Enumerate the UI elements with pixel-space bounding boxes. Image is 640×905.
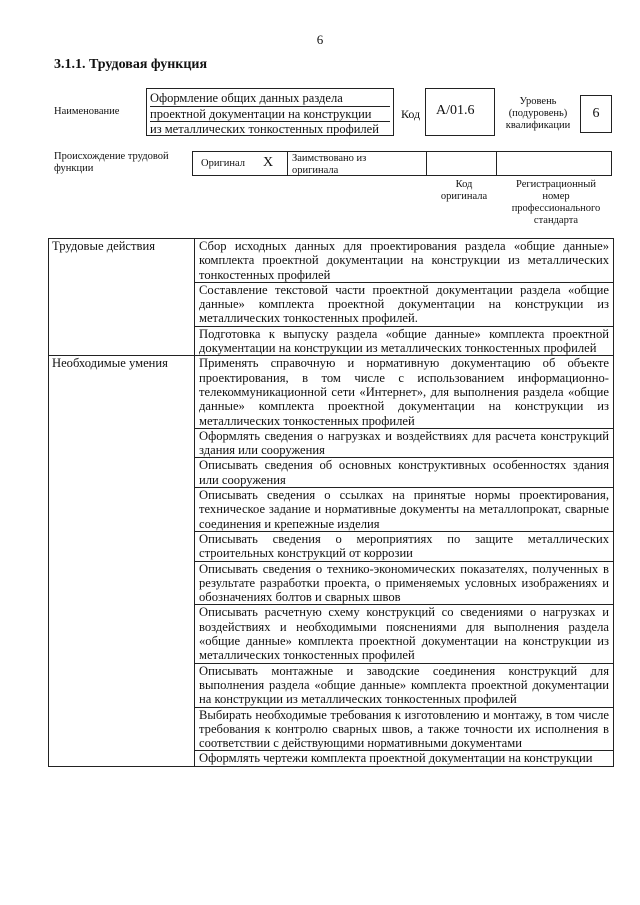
level-label-line: Уровень (519, 96, 557, 107)
section-item: Оформлять чертежи комплекта проектной документации на конструкции (195, 751, 614, 766)
section-item: Описывать расчетную схему конструкций со сведениями о нагрузках и воздействиях и необходимыми пояснениями для выполнения раздела «общие данные» комплекта проектной документации на конструкции из металлических тонкостенных профилей (195, 605, 614, 663)
function-name-line: проектной документации на конструкции (150, 107, 390, 123)
section-item: Описывать монтажные и заводские соединения конструкций для выполнения раздела «общие данные» комплекта проектной документации на конструкции из металлических тонкостенных профилей (195, 663, 614, 707)
section-item: Составление текстовой части проектной документации раздела «общие данные» комплекта проектной документации на конструкции из металлических тонкостенных профилей. (195, 282, 614, 326)
section-item: Выбирать необходимые требования к изготовлению и монтажу, в том числе требования к контролю сварных швов, а также точности их исполнения в соответствии с действующими нормативными документами (195, 707, 614, 751)
reg-caption-line: стандарта (533, 215, 579, 226)
section-item: Подготовка к выпуску раздела «общие данные» комплекта проектной документации на конструкции из металлических тонкостенных профилей (195, 326, 614, 356)
code-caption-line: оригинала (440, 191, 488, 202)
section-item: Оформлять сведения о нагрузках и воздействиях для расчета конструкций здания или сооружения (195, 428, 614, 458)
code-caption-line: Код (455, 179, 473, 190)
original-cell (192, 151, 288, 176)
section-item: Описывать сведения о технико-экономических показателях, полученных в результате разработки проекта, о применяемых условных изображениях и обозначениях болтов и сварных швов (195, 561, 614, 605)
reg-caption-line: номер (542, 191, 570, 202)
section-title: 3.1.1. Трудовая функция (54, 57, 208, 72)
level-label-line: квалификации (505, 120, 571, 131)
section-label: Необходимые умения (49, 356, 195, 766)
level-label-line: (подуровень) (508, 108, 568, 119)
level-value: 6 (580, 95, 612, 133)
level-label (500, 96, 576, 132)
section-label: Трудовые действия (49, 239, 195, 356)
function-name-line: из металлических тонкостенных профилей (150, 122, 379, 136)
reg-caption-line: Регистрационный (516, 179, 596, 190)
page-number: 6 (316, 32, 324, 47)
reg-number-cell (496, 151, 612, 176)
section-item: Описывать сведения о мероприятиях по защите металлических строительных конструкций от коррозии (195, 531, 614, 561)
section-item: Сбор исходных данных для проектирования раздела «общие данные» комплекта проектной документации на конструкции из металлических тонкостенных профилей (195, 239, 614, 283)
function-table (48, 238, 614, 767)
original-code-cell (426, 151, 497, 176)
original-label: Оригинал (201, 158, 245, 169)
borrowed-line: Заимствовано из (292, 153, 367, 164)
origin-label-line: Происхождение трудовой (54, 151, 169, 162)
code-value: А/01.6 (425, 88, 495, 136)
borrowed-line: оригинала (292, 165, 339, 176)
origin-label-line: функции (54, 163, 94, 174)
code-label: Код (401, 107, 421, 121)
original-mark: X (263, 155, 274, 170)
name-label: Наименование (54, 106, 120, 117)
origin-label (54, 151, 169, 175)
reg-caption (502, 179, 610, 227)
table-row (49, 239, 614, 283)
table-row (49, 356, 614, 428)
section-item: Применять справочную и нормативную документацию об объекте проектирования, в том числе с использованием информационно-телекоммуникационной сети «Интернет», для выполнения раздела «общие данные» комплекта проектной документации на конструкции из металлических тонкостенных профилей (195, 356, 614, 428)
function-name-line: Оформление общих данных раздела (150, 91, 390, 107)
origin-row (192, 151, 614, 176)
code-caption (428, 179, 500, 203)
function-name-box (146, 88, 394, 136)
section-item: Описывать сведения об основных конструктивных особенностях здания или сооружения (195, 458, 614, 488)
reg-caption-line: профессионального (511, 203, 601, 214)
section-item: Описывать сведения о ссылках на принятые нормы проектирования, техническое задание и нормативные документы на металлопрокат, сварные соединения и крепежные изделия (195, 488, 614, 532)
borrowed-cell (287, 151, 427, 176)
